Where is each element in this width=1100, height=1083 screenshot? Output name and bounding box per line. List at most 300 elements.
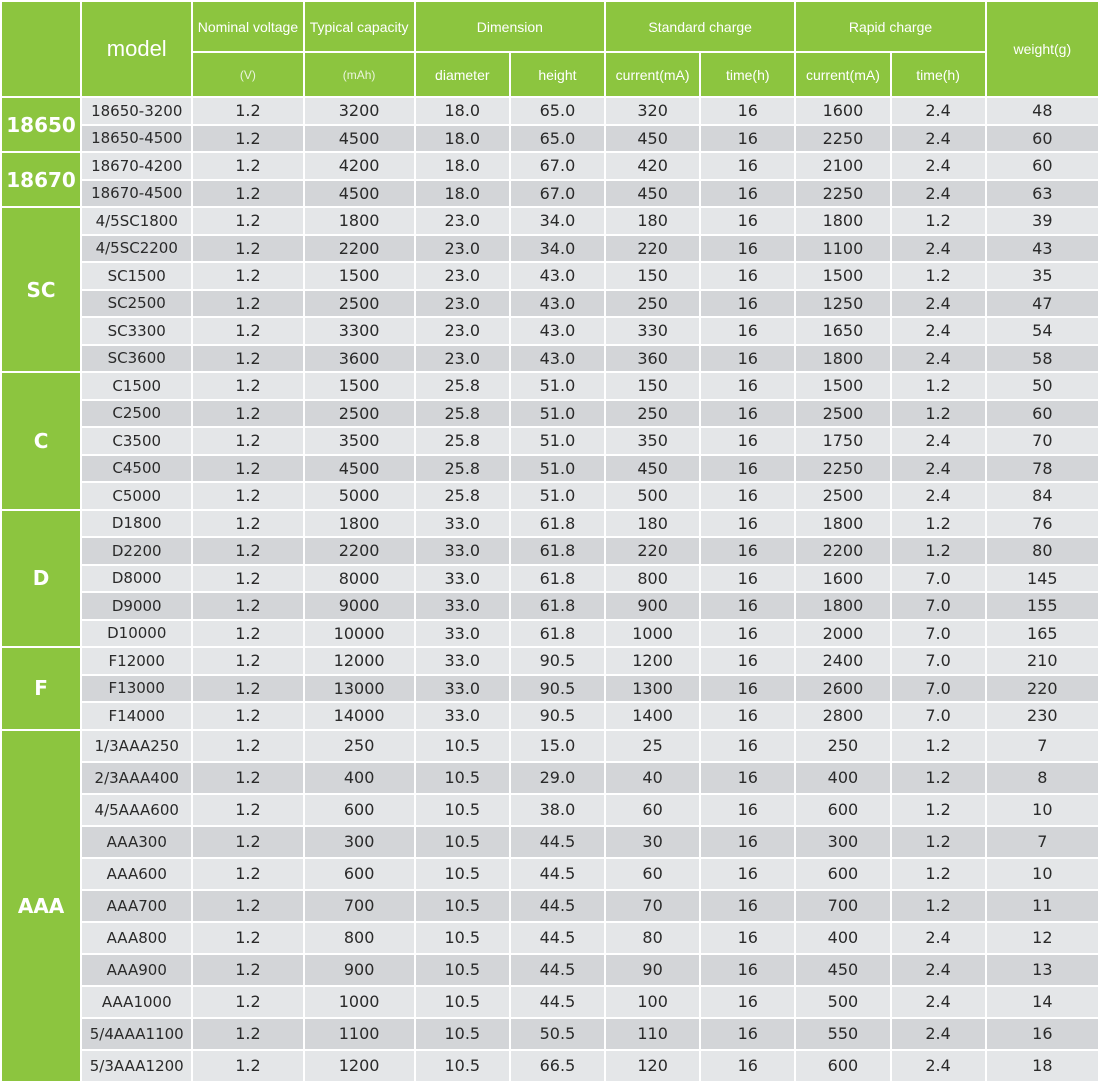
cell-nominal-voltage: 1.2 — [193, 373, 302, 399]
group-label: 18670 — [2, 153, 80, 206]
cell-typical-capacity: 600 — [305, 795, 414, 825]
cell-model: 18670-4500 — [82, 181, 191, 207]
cell-model: 2/3AAA400 — [82, 763, 191, 793]
cell-height: 90.5 — [511, 676, 604, 702]
cell-weight: 10 — [987, 859, 1098, 889]
cell-height: 34.0 — [511, 208, 604, 234]
cell-nominal-voltage: 1.2 — [193, 827, 302, 857]
cell-nominal-voltage: 1.2 — [193, 236, 302, 262]
cell-typical-capacity: 250 — [305, 731, 414, 761]
cell-std-current: 120 — [606, 1051, 699, 1081]
cell-height: 44.5 — [511, 827, 604, 857]
cell-nominal-voltage: 1.2 — [193, 987, 302, 1017]
table-row — [2, 291, 1098, 317]
table-row — [2, 923, 1098, 953]
cell-height: 34.0 — [511, 236, 604, 262]
cell-typical-capacity: 13000 — [305, 676, 414, 702]
cell-diameter: 23.0 — [416, 291, 509, 317]
cell-rapid-current: 400 — [796, 923, 889, 953]
cell-weight: 16 — [987, 1019, 1098, 1049]
cell-height: 51.0 — [511, 373, 604, 399]
cell-height: 44.5 — [511, 955, 604, 985]
header-row-top — [2, 2, 1098, 51]
table-row — [2, 593, 1098, 619]
cell-model: 5/3AAA1200 — [82, 1051, 191, 1081]
cell-weight: 18 — [987, 1051, 1098, 1081]
cell-std-time: 16 — [701, 593, 794, 619]
cell-diameter: 10.5 — [416, 763, 509, 793]
header-rapid-time: time(h) — [892, 53, 985, 96]
header-weight: weight(g) — [987, 2, 1098, 96]
cell-model: D2200 — [82, 538, 191, 564]
cell-model: AAA1000 — [82, 987, 191, 1017]
cell-std-current: 90 — [606, 955, 699, 985]
cell-rapid-current: 600 — [796, 795, 889, 825]
table-row — [2, 795, 1098, 825]
cell-rapid-time: 2.4 — [892, 291, 985, 317]
cell-diameter: 33.0 — [416, 593, 509, 619]
cell-diameter: 33.0 — [416, 621, 509, 647]
cell-height: 43.0 — [511, 346, 604, 372]
cell-diameter: 18.0 — [416, 98, 509, 124]
cell-model: SC2500 — [82, 291, 191, 317]
cell-rapid-current: 1250 — [796, 291, 889, 317]
header-std-time: time(h) — [701, 53, 794, 96]
cell-std-current: 220 — [606, 538, 699, 564]
cell-weight: 8 — [987, 763, 1098, 793]
cell-rapid-time: 7.0 — [892, 703, 985, 729]
header-height: height — [511, 53, 604, 96]
cell-std-current: 1200 — [606, 648, 699, 674]
cell-diameter: 18.0 — [416, 181, 509, 207]
cell-nominal-voltage: 1.2 — [193, 208, 302, 234]
header-corner — [2, 2, 80, 96]
cell-rapid-time: 2.4 — [892, 483, 985, 509]
cell-std-time: 16 — [701, 731, 794, 761]
cell-std-current: 1000 — [606, 621, 699, 647]
cell-typical-capacity: 2500 — [305, 291, 414, 317]
cell-typical-capacity: 2200 — [305, 236, 414, 262]
cell-model: 4/5AAA600 — [82, 795, 191, 825]
cell-weight: 43 — [987, 236, 1098, 262]
table-row — [2, 703, 1098, 729]
cell-typical-capacity: 4200 — [305, 153, 414, 179]
cell-diameter: 33.0 — [416, 703, 509, 729]
cell-diameter: 33.0 — [416, 538, 509, 564]
cell-rapid-time: 1.2 — [892, 208, 985, 234]
cell-std-time: 16 — [701, 987, 794, 1017]
group-label: C — [2, 373, 80, 509]
cell-model: D9000 — [82, 593, 191, 619]
cell-height: 51.0 — [511, 428, 604, 454]
cell-std-current: 180 — [606, 511, 699, 537]
header-typical-capacity: Typical capacity — [305, 2, 414, 51]
cell-typical-capacity: 600 — [305, 859, 414, 889]
cell-nominal-voltage: 1.2 — [193, 511, 302, 537]
cell-rapid-current: 500 — [796, 987, 889, 1017]
table-row — [2, 401, 1098, 427]
cell-rapid-current: 600 — [796, 1051, 889, 1081]
cell-typical-capacity: 4500 — [305, 456, 414, 482]
cell-std-time: 16 — [701, 511, 794, 537]
cell-std-time: 16 — [701, 1051, 794, 1081]
cell-rapid-time: 2.4 — [892, 126, 985, 152]
cell-rapid-time: 1.2 — [892, 401, 985, 427]
cell-std-time: 16 — [701, 98, 794, 124]
table-row — [2, 346, 1098, 372]
cell-rapid-current: 2000 — [796, 621, 889, 647]
cell-std-time: 16 — [701, 126, 794, 152]
header-rapid-current: current(mA) — [796, 53, 889, 96]
table-row — [2, 676, 1098, 702]
table-row — [2, 621, 1098, 647]
cell-nominal-voltage: 1.2 — [193, 703, 302, 729]
cell-diameter: 25.8 — [416, 428, 509, 454]
cell-height: 61.8 — [511, 593, 604, 619]
cell-weight: 230 — [987, 703, 1098, 729]
table-row — [2, 1051, 1098, 1081]
cell-diameter: 10.5 — [416, 859, 509, 889]
cell-rapid-time: 2.4 — [892, 987, 985, 1017]
cell-std-current: 420 — [606, 153, 699, 179]
cell-rapid-current: 400 — [796, 763, 889, 793]
cell-std-time: 16 — [701, 428, 794, 454]
cell-std-current: 70 — [606, 891, 699, 921]
cell-rapid-current: 1800 — [796, 511, 889, 537]
cell-rapid-time: 2.4 — [892, 1019, 985, 1049]
cell-nominal-voltage: 1.2 — [193, 566, 302, 592]
cell-diameter: 25.8 — [416, 456, 509, 482]
cell-weight: 80 — [987, 538, 1098, 564]
cell-rapid-time: 1.2 — [892, 373, 985, 399]
cell-diameter: 18.0 — [416, 126, 509, 152]
cell-std-time: 16 — [701, 827, 794, 857]
cell-typical-capacity: 3300 — [305, 318, 414, 344]
cell-typical-capacity: 1800 — [305, 208, 414, 234]
cell-weight: 78 — [987, 456, 1098, 482]
cell-diameter: 23.0 — [416, 318, 509, 344]
cell-std-current: 330 — [606, 318, 699, 344]
header-rapid-charge: Rapid charge — [796, 2, 984, 51]
cell-nominal-voltage: 1.2 — [193, 346, 302, 372]
cell-nominal-voltage: 1.2 — [193, 923, 302, 953]
table-row — [2, 483, 1098, 509]
cell-rapid-time: 2.4 — [892, 98, 985, 124]
cell-typical-capacity: 900 — [305, 955, 414, 985]
cell-std-current: 180 — [606, 208, 699, 234]
cell-rapid-current: 2200 — [796, 538, 889, 564]
group-label: SC — [2, 208, 80, 371]
cell-nominal-voltage: 1.2 — [193, 291, 302, 317]
table-row — [2, 153, 1098, 179]
cell-height: 15.0 — [511, 731, 604, 761]
cell-nominal-voltage: 1.2 — [193, 1019, 302, 1049]
cell-weight: 50 — [987, 373, 1098, 399]
cell-typical-capacity: 3200 — [305, 98, 414, 124]
cell-rapid-time: 1.2 — [892, 538, 985, 564]
cell-std-time: 16 — [701, 208, 794, 234]
cell-rapid-current: 1500 — [796, 373, 889, 399]
cell-rapid-time: 2.4 — [892, 456, 985, 482]
cell-typical-capacity: 5000 — [305, 483, 414, 509]
cell-diameter: 25.8 — [416, 373, 509, 399]
cell-rapid-current: 2400 — [796, 648, 889, 674]
cell-model: AAA900 — [82, 955, 191, 985]
cell-std-time: 16 — [701, 648, 794, 674]
cell-weight: 14 — [987, 987, 1098, 1017]
cell-std-time: 16 — [701, 538, 794, 564]
cell-diameter: 10.5 — [416, 955, 509, 985]
cell-typical-capacity: 400 — [305, 763, 414, 793]
cell-rapid-current: 2250 — [796, 456, 889, 482]
cell-rapid-time: 2.4 — [892, 181, 985, 207]
cell-std-time: 16 — [701, 456, 794, 482]
table-row — [2, 263, 1098, 289]
cell-std-current: 110 — [606, 1019, 699, 1049]
cell-weight: 47 — [987, 291, 1098, 317]
cell-model: 18650-4500 — [82, 126, 191, 152]
cell-weight: 63 — [987, 181, 1098, 207]
table-row — [2, 428, 1098, 454]
header-unit-capacity: (mAh) — [305, 53, 414, 96]
cell-diameter: 10.5 — [416, 795, 509, 825]
cell-height: 43.0 — [511, 263, 604, 289]
cell-typical-capacity: 800 — [305, 923, 414, 953]
cell-diameter: 33.0 — [416, 511, 509, 537]
table-row — [2, 181, 1098, 207]
cell-weight: 70 — [987, 428, 1098, 454]
cell-model: D8000 — [82, 566, 191, 592]
cell-nominal-voltage: 1.2 — [193, 181, 302, 207]
cell-rapid-time: 1.2 — [892, 763, 985, 793]
cell-weight: 84 — [987, 483, 1098, 509]
cell-height: 67.0 — [511, 181, 604, 207]
cell-model: AAA700 — [82, 891, 191, 921]
cell-weight: 60 — [987, 126, 1098, 152]
cell-std-current: 80 — [606, 923, 699, 953]
cell-diameter: 23.0 — [416, 208, 509, 234]
cell-weight: 58 — [987, 346, 1098, 372]
cell-nominal-voltage: 1.2 — [193, 401, 302, 427]
cell-std-time: 16 — [701, 318, 794, 344]
cell-height: 61.8 — [511, 538, 604, 564]
cell-std-time: 16 — [701, 566, 794, 592]
cell-height: 90.5 — [511, 703, 604, 729]
cell-rapid-time: 2.4 — [892, 428, 985, 454]
cell-diameter: 33.0 — [416, 566, 509, 592]
cell-model: C3500 — [82, 428, 191, 454]
cell-nominal-voltage: 1.2 — [193, 1051, 302, 1081]
cell-rapid-time: 2.4 — [892, 955, 985, 985]
cell-typical-capacity: 1500 — [305, 373, 414, 399]
cell-model: F12000 — [82, 648, 191, 674]
cell-rapid-current: 2250 — [796, 181, 889, 207]
table-row — [2, 511, 1098, 537]
cell-std-time: 16 — [701, 236, 794, 262]
cell-typical-capacity: 8000 — [305, 566, 414, 592]
cell-std-current: 100 — [606, 987, 699, 1017]
cell-rapid-time: 2.4 — [892, 346, 985, 372]
group-label: 18650 — [2, 98, 80, 151]
cell-height: 29.0 — [511, 763, 604, 793]
cell-std-time: 16 — [701, 1019, 794, 1049]
table-row — [2, 955, 1098, 985]
cell-height: 66.5 — [511, 1051, 604, 1081]
cell-nominal-voltage: 1.2 — [193, 126, 302, 152]
cell-height: 44.5 — [511, 859, 604, 889]
cell-rapid-time: 2.4 — [892, 923, 985, 953]
cell-model: 4/5SC2200 — [82, 236, 191, 262]
cell-model: 18670-4200 — [82, 153, 191, 179]
cell-weight: 145 — [987, 566, 1098, 592]
cell-std-time: 16 — [701, 891, 794, 921]
table-row — [2, 763, 1098, 793]
cell-nominal-voltage: 1.2 — [193, 538, 302, 564]
cell-std-time: 16 — [701, 291, 794, 317]
table-row — [2, 891, 1098, 921]
cell-weight: 155 — [987, 593, 1098, 619]
cell-model: C5000 — [82, 483, 191, 509]
cell-rapid-current: 1100 — [796, 236, 889, 262]
cell-diameter: 33.0 — [416, 648, 509, 674]
cell-std-time: 16 — [701, 703, 794, 729]
cell-rapid-current: 450 — [796, 955, 889, 985]
cell-nominal-voltage: 1.2 — [193, 318, 302, 344]
cell-height: 61.8 — [511, 566, 604, 592]
cell-typical-capacity: 9000 — [305, 593, 414, 619]
cell-nominal-voltage: 1.2 — [193, 731, 302, 761]
cell-rapid-current: 2800 — [796, 703, 889, 729]
cell-rapid-current: 2500 — [796, 401, 889, 427]
cell-typical-capacity: 1500 — [305, 263, 414, 289]
cell-model: D10000 — [82, 621, 191, 647]
cell-typical-capacity: 700 — [305, 891, 414, 921]
cell-std-time: 16 — [701, 763, 794, 793]
cell-std-time: 16 — [701, 346, 794, 372]
cell-std-current: 60 — [606, 795, 699, 825]
cell-diameter: 10.5 — [416, 1019, 509, 1049]
header-nominal-voltage: Nominal voltage — [193, 2, 302, 51]
cell-std-current: 450 — [606, 126, 699, 152]
cell-weight: 165 — [987, 621, 1098, 647]
cell-typical-capacity: 1200 — [305, 1051, 414, 1081]
cell-nominal-voltage: 1.2 — [193, 795, 302, 825]
cell-std-time: 16 — [701, 621, 794, 647]
cell-rapid-current: 1500 — [796, 263, 889, 289]
cell-rapid-time: 1.2 — [892, 859, 985, 889]
table-row — [2, 1019, 1098, 1049]
cell-model: SC3600 — [82, 346, 191, 372]
cell-diameter: 23.0 — [416, 236, 509, 262]
cell-rapid-time: 7.0 — [892, 593, 985, 619]
cell-std-time: 16 — [701, 401, 794, 427]
cell-weight: 12 — [987, 923, 1098, 953]
cell-diameter: 10.5 — [416, 891, 509, 921]
cell-height: 44.5 — [511, 891, 604, 921]
cell-rapid-time: 7.0 — [892, 648, 985, 674]
cell-weight: 220 — [987, 676, 1098, 702]
cell-rapid-current: 1750 — [796, 428, 889, 454]
cell-model: SC3300 — [82, 318, 191, 344]
cell-typical-capacity: 10000 — [305, 621, 414, 647]
cell-typical-capacity: 14000 — [305, 703, 414, 729]
cell-diameter: 23.0 — [416, 263, 509, 289]
table-row — [2, 566, 1098, 592]
cell-height: 51.0 — [511, 401, 604, 427]
cell-diameter: 10.5 — [416, 827, 509, 857]
cell-weight: 7 — [987, 731, 1098, 761]
table-row — [2, 373, 1098, 399]
cell-height: 61.8 — [511, 621, 604, 647]
cell-model: D1800 — [82, 511, 191, 537]
table-row — [2, 318, 1098, 344]
cell-std-current: 450 — [606, 456, 699, 482]
cell-model: C4500 — [82, 456, 191, 482]
cell-std-current: 500 — [606, 483, 699, 509]
cell-model: 18650-3200 — [82, 98, 191, 124]
cell-rapid-current: 250 — [796, 731, 889, 761]
cell-diameter: 10.5 — [416, 923, 509, 953]
cell-nominal-voltage: 1.2 — [193, 483, 302, 509]
cell-std-current: 320 — [606, 98, 699, 124]
cell-weight: 210 — [987, 648, 1098, 674]
cell-diameter: 10.5 — [416, 731, 509, 761]
table-row — [2, 827, 1098, 857]
cell-rapid-time: 1.2 — [892, 827, 985, 857]
cell-model: 4/5SC1800 — [82, 208, 191, 234]
cell-std-current: 60 — [606, 859, 699, 889]
cell-rapid-time: 1.2 — [892, 263, 985, 289]
group-label: F — [2, 648, 80, 729]
header-std-current: current(mA) — [606, 53, 699, 96]
cell-diameter: 33.0 — [416, 676, 509, 702]
cell-rapid-current: 2600 — [796, 676, 889, 702]
cell-std-time: 16 — [701, 373, 794, 399]
group-label: D — [2, 511, 80, 647]
cell-typical-capacity: 3600 — [305, 346, 414, 372]
cell-diameter: 23.0 — [416, 346, 509, 372]
cell-std-current: 250 — [606, 291, 699, 317]
cell-rapid-current: 550 — [796, 1019, 889, 1049]
cell-typical-capacity: 2500 — [305, 401, 414, 427]
cell-height: 43.0 — [511, 291, 604, 317]
cell-height: 50.5 — [511, 1019, 604, 1049]
cell-nominal-voltage: 1.2 — [193, 428, 302, 454]
cell-rapid-current: 1650 — [796, 318, 889, 344]
cell-height: 51.0 — [511, 483, 604, 509]
cell-model: SC1500 — [82, 263, 191, 289]
cell-std-time: 16 — [701, 181, 794, 207]
header-model: model — [82, 2, 191, 96]
cell-std-current: 150 — [606, 373, 699, 399]
cell-std-current: 360 — [606, 346, 699, 372]
cell-rapid-time: 1.2 — [892, 731, 985, 761]
table-row — [2, 208, 1098, 234]
table-row — [2, 98, 1098, 124]
cell-typical-capacity: 2200 — [305, 538, 414, 564]
cell-rapid-current: 1800 — [796, 208, 889, 234]
cell-std-current: 1400 — [606, 703, 699, 729]
cell-weight: 60 — [987, 401, 1098, 427]
cell-weight: 10 — [987, 795, 1098, 825]
cell-rapid-time: 2.4 — [892, 236, 985, 262]
cell-height: 90.5 — [511, 648, 604, 674]
cell-nominal-voltage: 1.2 — [193, 98, 302, 124]
cell-std-time: 16 — [701, 263, 794, 289]
cell-nominal-voltage: 1.2 — [193, 263, 302, 289]
cell-std-current: 1300 — [606, 676, 699, 702]
cell-rapid-current: 2100 — [796, 153, 889, 179]
